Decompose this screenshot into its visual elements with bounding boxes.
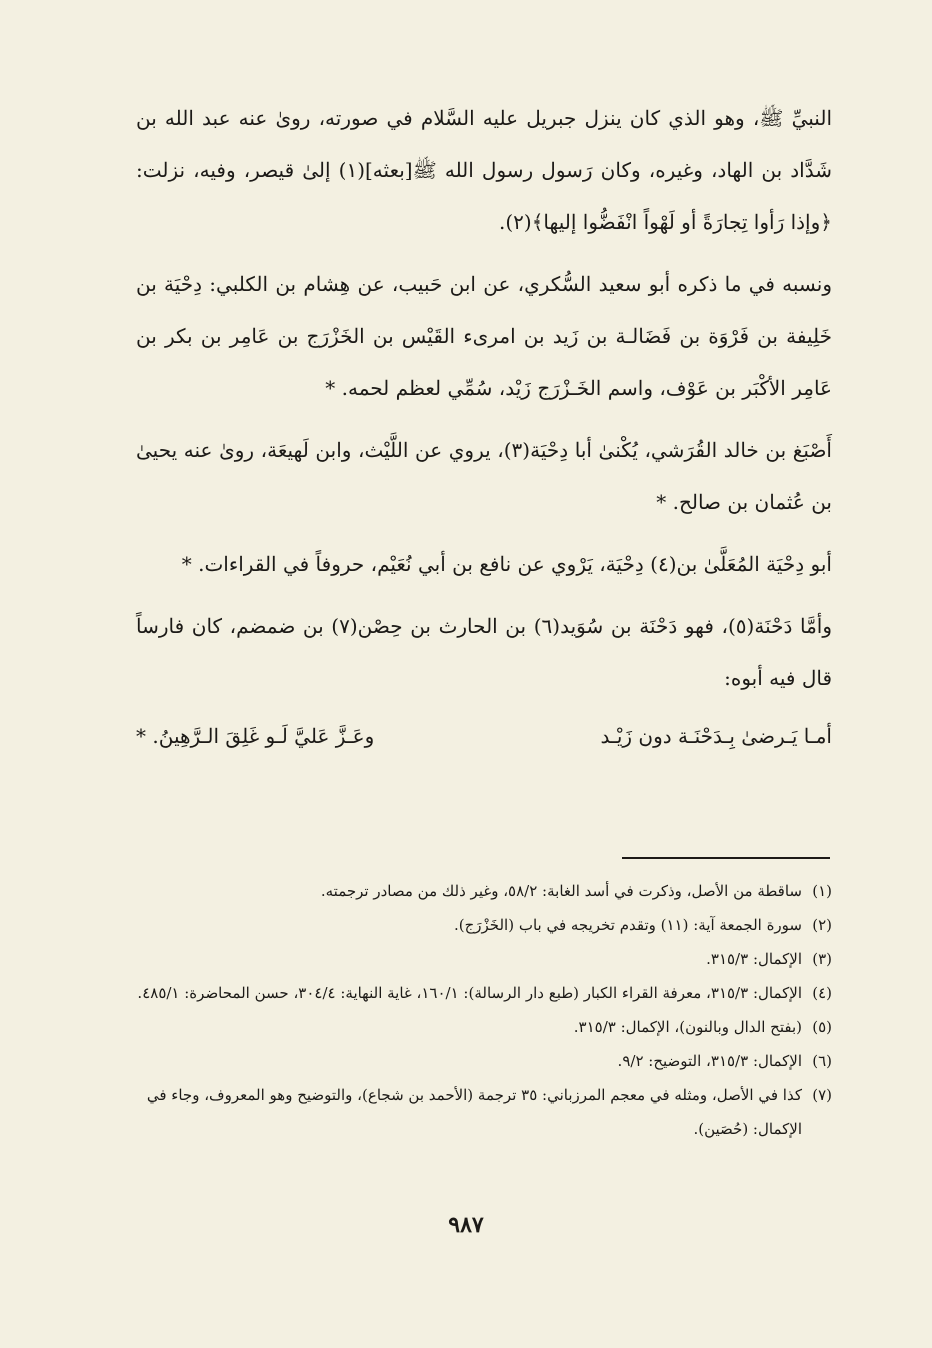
footnote-text: (بفتح الدال وبالنون)، الإكمال: ٣١٥/٣.	[573, 1018, 802, 1036]
footnote-4	[136, 976, 832, 1010]
footnotes	[136, 874, 832, 1146]
paragraph-abu-dihya: أبو دِحْيَة المُعَلَّىٰ بن(٤) دِحْيَة، يَرْوي عن نافع بن أبي نُعَيْم، حروفاً في القراءات. *	[181, 552, 832, 576]
footnote-number: (٣)	[812, 950, 832, 968]
footnote-separator	[622, 857, 830, 859]
footnote-text: ساقطة من الأصل، وذكرت في أسد الغابة: ٥٨/٢، وغير ذلك من مصادر ترجمته.	[320, 882, 802, 900]
footnote-number: (١)	[812, 882, 832, 900]
footnote-7	[136, 1078, 832, 1146]
poem-verse	[136, 710, 832, 762]
footnote-number: (٢)	[812, 916, 832, 934]
footnote-number: (٥)	[812, 1018, 832, 1036]
verse-first-hemistich: أمـا يَـرضىٰ بِـدَحْنَـة دون زَيْـد	[600, 724, 832, 748]
verse-gap	[457, 710, 517, 762]
footnote-text: كذا في الأصل، ومثله في معجم المرزباني: ٣٥ ترجمة (الأحمد بن شجاع)، والتوضيح وهو المعروف، وجاء في الإكمال: (حُصَين).	[146, 1086, 802, 1138]
footnote-2	[136, 908, 832, 942]
footnote-number: (٦)	[812, 1052, 832, 1070]
footnote-5	[136, 1010, 832, 1044]
footnote-number: (٤)	[812, 984, 832, 1002]
paragraph-dihya-prophet: النبيِّ ﷺ، وهو الذي كان ينزل جبريل عليه السَّلام في صورته، روىٰ عنه عبد الله بن شَدَّاد بن الهاد، وغيره، وكان رَسول رسول الله ﷺ[بعثه](١) إلىٰ قيصر، وفيه، نزلت: ﴿وإذا رَأوا تِجارَةً أو لَهْواً انْفَضُّوا إليها﴾(٢).	[136, 106, 832, 234]
footnote-text: الإكمال: ٣١٥/٣، التوضيح: ٩/٢.	[617, 1052, 802, 1070]
verse-second-hemistich: وعَـزَّ عَليَّ لَـو غَلِقَ الـرَّهِينُ. *	[136, 724, 375, 748]
paragraph-dihya-lineage: ونسبه في ما ذكره أبو سعيد السُّكري، عن ابن حَبيب، عن هِشام بن الكلبي: دِحْيَة بن خَلِيفة بن فَرْوَة بن فَضَالـة بن زَيد بن امرىء القَيْس بن الخَزْرَج بن عَامِر بن بكر بن عَامِر الأكْبَر بن عَوْف، واسم الخَـزْرَج زَيْد، سُمِّي لعظم لحمه. *	[136, 272, 832, 400]
footnote-1	[136, 874, 832, 908]
page-number: ٩٨٧	[448, 1212, 484, 1238]
footnote-text: الإكمال: ٣١٥/٣.	[706, 950, 802, 968]
footnote-text: سورة الجمعة آية: (١١) وتقدم تخريجه في باب (الخَزْرَج).	[453, 916, 802, 934]
footnote-6	[136, 1044, 832, 1078]
paragraph-dahna: وأمَّا دَحْنَة(٥)، فهو دَحْنَة بن سُوَيد(٦) بن الحارث بن حِصْن(٧) بن ضمضم، كان فارساً قال فيه أبوه:	[136, 614, 832, 690]
footnote-3	[136, 942, 832, 976]
main-text	[136, 92, 832, 762]
footnote-text: الإكمال: ٣١٥/٣، معرفة القراء الكبار (طبع دار الرسالة): ١٦٠/١، غاية النهاية: ٣٠٤/٤، حسن المحاضرة: ٤٨٥/١.	[137, 984, 802, 1002]
paragraph-asbagh: أَصْبَغ بن خالد القُرَشي، يُكْنىٰ أبا دِحْيَة(٣)، يروي عن اللَّيْث، وابن لَهيعَة، روىٰ عنه يحيىٰ بن عُثمان بن صالح. *	[136, 438, 832, 514]
footnote-number: (٧)	[812, 1086, 832, 1104]
